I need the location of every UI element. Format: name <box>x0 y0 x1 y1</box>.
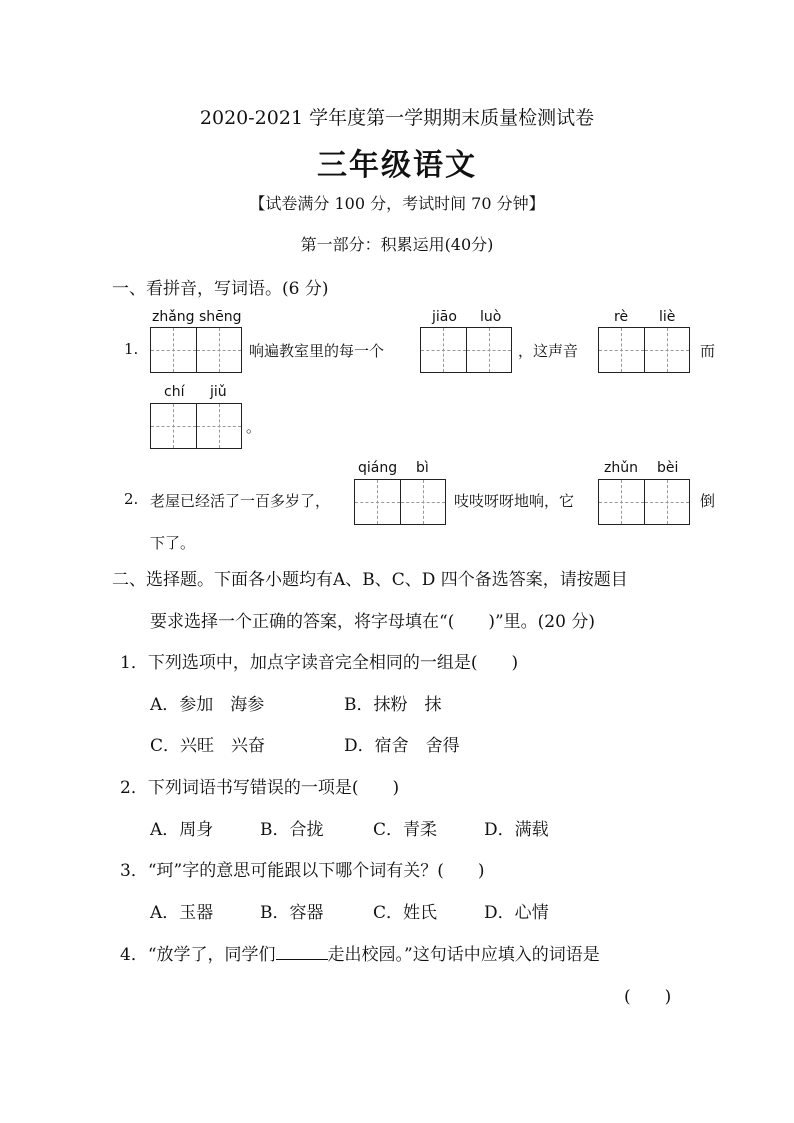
q2-text-a: 老屋已经活了一百多岁了， <box>150 492 331 510</box>
q1-text-b: ，这声音 <box>518 342 579 360</box>
exam-note: 【试卷满分 100 分，考试时间 70 分钟】 <box>249 194 545 213</box>
pinyin-qiang: qiáng <box>358 460 398 476</box>
q2-number: 2. <box>124 490 139 508</box>
mc-q2-option-d[interactable]: D．满载 <box>484 820 549 840</box>
mc-q2-option-a[interactable]: A．周身 <box>150 820 214 840</box>
mc-q3-option-c[interactable]: C．姓氏 <box>373 903 438 923</box>
mc-q4-stem-before: 4．“放学了，同学们 <box>120 945 276 965</box>
mc-q1-option-b[interactable]: B．抹粉 抹 <box>344 695 442 715</box>
section2-heading-line1: 二、选择题。下面各小题均有A、B、C、D 四个备选答案，请按题目 <box>112 570 628 590</box>
answer-box-zhunbei[interactable] <box>598 479 690 525</box>
mc-q3-option-d[interactable]: D．心情 <box>484 903 549 923</box>
part-title: 第一部分：积累运用(40分) <box>300 235 494 254</box>
pinyin-chi: chí <box>164 384 185 400</box>
q1-number: 1. <box>124 340 139 358</box>
answer-box-zhangsheng[interactable] <box>150 327 242 373</box>
mc-q4-fill-blank[interactable] <box>276 945 328 960</box>
answer-box-jiaoluo[interactable] <box>420 327 512 373</box>
mc-q3-stem: 3．“珂”字的意思可能跟以下哪个词有关？( ) <box>120 861 485 881</box>
mc-q4-answer-paren[interactable]: ( ) <box>624 987 672 1007</box>
pinyin-jiao: jiāo <box>432 309 457 325</box>
mc-q4-stem-after: 走出校园。”这句话中应填入的词语是 <box>327 945 600 965</box>
q2-text-b: 吱吱呀呀地响，它 <box>454 492 575 510</box>
exam-title: 2020-2021 学年度第一学期期末质量检测试卷 <box>199 107 595 129</box>
pinyin-zhun: zhǔn <box>604 460 638 476</box>
q2-text-d: 下了。 <box>150 534 196 552</box>
subject-title: 三年级语文 <box>317 148 477 183</box>
section2-heading-line2: 要求选择一个正确的答案，将字母填在“( )”里。(20 分) <box>150 612 595 632</box>
pinyin-bei: bèi <box>657 460 679 476</box>
pinyin-luo: luò <box>480 309 502 325</box>
mc-q1-option-d[interactable]: D．宿舍 舍得 <box>344 736 460 756</box>
mc-q2-option-c[interactable]: C．青柔 <box>373 820 438 840</box>
q2-text-c: 倒 <box>700 492 716 510</box>
mc-q1-option-a[interactable]: A．参加 海参 <box>150 695 265 715</box>
q1-text-c: 而 <box>700 342 716 360</box>
mc-q2-option-b[interactable]: B．合拢 <box>260 820 324 840</box>
pinyin-zhangsheng: zhǎng shēng <box>152 309 242 325</box>
mc-q4-stem <box>120 940 600 965</box>
pinyin-lie: liè <box>659 309 676 325</box>
mc-q1-stem: 1．下列选项中，加点字读音完全相同的一组是( ) <box>120 653 519 673</box>
pinyin-jiu: jiǔ <box>210 384 227 400</box>
mc-q3-option-b[interactable]: B．容器 <box>260 903 324 923</box>
answer-box-relie[interactable] <box>598 327 690 373</box>
pinyin-re: rè <box>614 309 629 325</box>
answer-box-qiangbi[interactable] <box>354 479 446 525</box>
answer-box-chijiu[interactable] <box>150 403 242 449</box>
section1-heading: 一、看拼音，写词语。(6 分) <box>112 279 329 299</box>
mc-q3-option-a[interactable]: A．玉器 <box>150 903 214 923</box>
q1-text-d: 。 <box>246 418 262 436</box>
pinyin-bi: bì <box>416 460 429 476</box>
mc-q1-option-c[interactable]: C．兴旺 兴奋 <box>150 736 266 756</box>
q1-text-a: 响遍教室里的每一个 <box>249 342 385 360</box>
mc-q2-stem: 2．下列词语书写错误的一项是( ) <box>120 778 400 798</box>
